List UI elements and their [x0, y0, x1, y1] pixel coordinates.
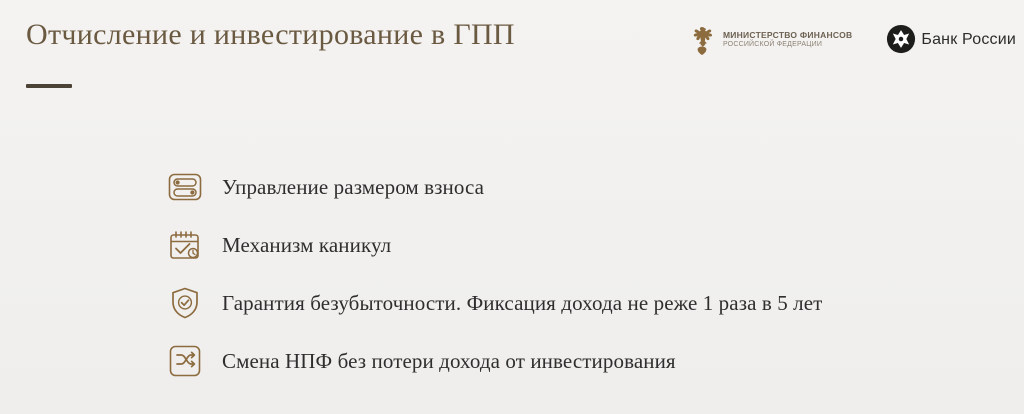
list-item [166, 226, 822, 264]
bank-of-russia-emblem-icon [886, 24, 914, 56]
shield-check-icon [166, 284, 204, 322]
shuffle-arrows-icon [166, 342, 204, 380]
minfin-logo [688, 24, 852, 56]
toggle-switches-icon [166, 168, 204, 206]
list-item-label: Гарантия безубыточности. Фиксация дохода не реже 1 раза в 5 лет [222, 290, 823, 315]
double-headed-eagle-icon [688, 24, 716, 56]
bank-of-russia-logo [886, 24, 1016, 56]
list-item [166, 284, 822, 322]
logo-group [688, 24, 1016, 56]
list-item-label: Механизм каникул [222, 232, 392, 257]
list-item [166, 342, 822, 380]
list-item [166, 168, 822, 206]
calendar-check-icon [166, 226, 204, 264]
title-underline [26, 84, 72, 88]
minfin-line-1: МИНИСТЕРСТВО ФИНАНСОВ [722, 30, 853, 41]
list-item-label: Смена НПФ без потери дохода от инвестирования [222, 348, 676, 373]
list-item-label: Управление размером взноса [222, 174, 485, 199]
bank-of-russia-label: Банк России [921, 31, 1016, 48]
minfin-logo-text [723, 31, 852, 48]
bullet-list [166, 168, 822, 380]
page-title: Отчисление и инвестирование в ГПП [26, 18, 515, 51]
minfin-line-2: РОССИЙСКОЙ ФЕДЕРАЦИИ [722, 40, 823, 48]
